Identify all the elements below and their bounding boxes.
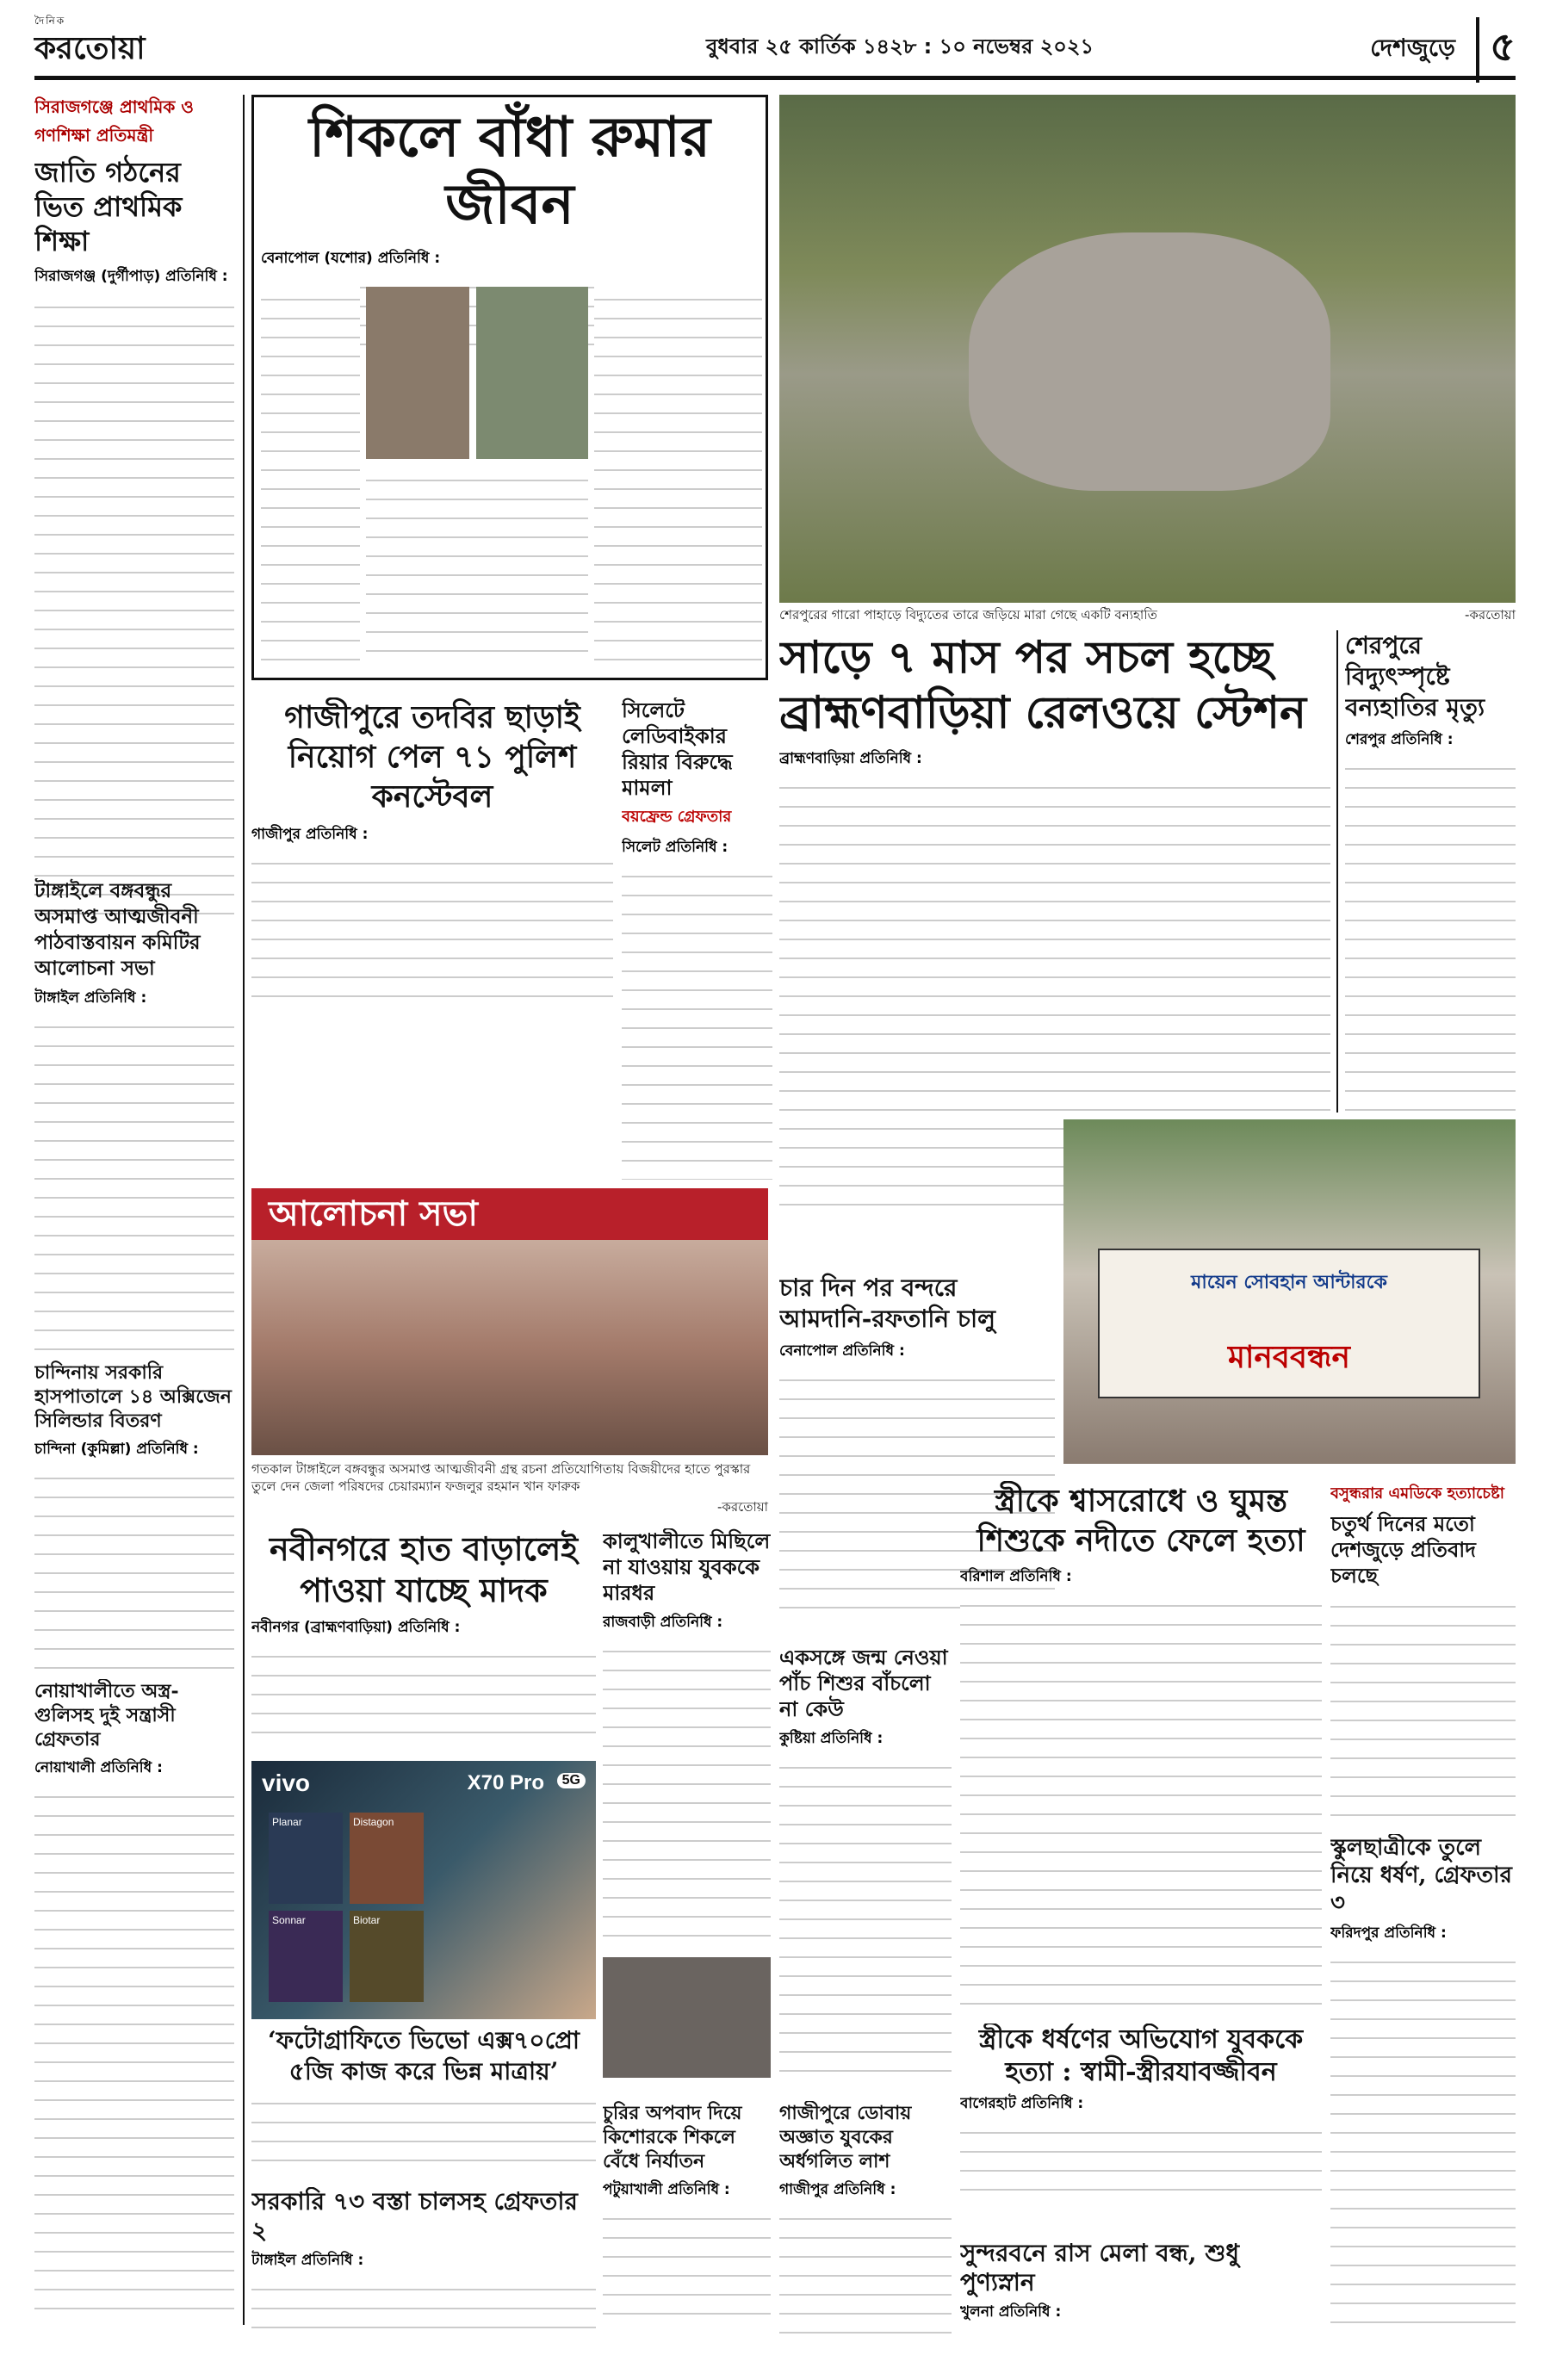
dateline: বুধবার ২৫ কার্তিক ১৪২৮ : ১০ নভেম্বর ২০২১ — [706, 34, 1094, 59]
byline: সিরাজগঞ্জ (দুর্গীপাড়) প্রতিনিধি : — [34, 268, 228, 285]
subheadline: বয়ফ্রেন্ড গ্রেফতার — [622, 808, 732, 826]
kicker: বসুন্ধরার এমডিকে হত্যাচেষ্টা — [1330, 1484, 1504, 1503]
body-text — [34, 1784, 234, 2318]
article-sirajganj — [34, 95, 234, 930]
photo-caption-elephant: শেরপুরের গারো পাহাড়ে বিদ্যুতের তারে জড়িয়ে মারা গেছে একটি বন্যহাতি — [779, 607, 1157, 623]
body-text — [960, 2328, 1322, 2334]
photo-ruma-1 — [366, 287, 469, 459]
vivo-ad[interactable] — [251, 1761, 596, 2019]
photo-caption-tangail: গতকাল টাঙ্গাইলে বঙ্গবন্ধুর অসমাপ্ত আত্মজীবনী গ্রন্থ রচনা প্রতিযোগিতায় বিজয়ীদের হাতে পুরস্কার তুলে দেন জেলা পরিষদের চেয়ারম্যান ফজলুর রহমান খান ফারুক — [251, 1461, 751, 1494]
article-faridpur — [1330, 1834, 1516, 2334]
body-text — [251, 851, 613, 1007]
byline: গাজীপুর প্রতিনিধি : — [779, 2181, 896, 2198]
body-text — [366, 468, 588, 666]
photo-elephant — [779, 95, 1516, 603]
masthead — [34, 9, 1516, 80]
headline: চুরির অপবাদ দিয়ে কিশোরকে শিকলে বেঁধে নির্যাতন — [603, 2102, 742, 2172]
headline: গাজীপুরে তদবির ছাড়াই নিয়োগ পেল ৭১ পুলিশ কনস্টেবল — [284, 699, 580, 815]
ad-tile: Sonnar — [269, 1911, 343, 2002]
article-barishal — [960, 1481, 1322, 2015]
article-gazipur-body — [779, 2101, 952, 2334]
body-text — [960, 1593, 1322, 2006]
headline: সিলেটে লেডিবাইকার রিয়ার বিরুদ্ধে মামলা — [622, 697, 733, 800]
photo-tangail-event — [251, 1188, 768, 1455]
protest-banner — [1098, 1249, 1480, 1398]
headline: চতুর্থ দিনের মতো দেশজুড়ে প্রতিবাদ চলছে — [1330, 1511, 1476, 1588]
headline: সরকারি ৭৩ বস্তা চালসহ গ্রেফতার ২ — [251, 2187, 578, 2245]
ad-tile: Distagon — [350, 1813, 424, 1904]
headline: সুন্দরবনে রাস মেলা বন্ধ, শুধু পুণ্যস্নান — [960, 2239, 1240, 2296]
photo-theft — [603, 1957, 771, 2078]
headline: স্কুলছাত্রীকে তুলে নিয়ে ধর্ষণ, গ্রেফতার ৩ — [1330, 1835, 1512, 1916]
headline: সাড়ে ৭ মাস পর সচল হচ্ছে ব্রাহ্মণবাড়িয়া রেলওয়ে স্টেশন — [779, 631, 1307, 739]
elephant-shape — [969, 232, 1330, 491]
photo-credit: -করতোয়া — [717, 1499, 768, 1515]
byline: ফরিদপুর প্রতিনিধি : — [1330, 1924, 1447, 1942]
article-kushtia — [779, 1645, 952, 2092]
article-rape-case — [960, 2024, 1322, 2230]
photo-credit: -করতোয়া — [1465, 607, 1516, 623]
photo-ruma-2 — [476, 287, 588, 459]
byline: টাঙ্গাইল প্রতিনিধি : — [251, 2252, 364, 2269]
article-sundarban — [960, 2239, 1322, 2334]
headline: নবীনগরে হাত বাড়ালেই পাওয়া যাচ্ছে মাদক — [269, 1529, 579, 1609]
byline: বেনাপোল (যশোর) প্রতিনিধি : — [261, 250, 441, 267]
ad-tile: Planar — [269, 1813, 343, 1904]
body-text — [622, 864, 772, 1180]
byline: নোয়াখালী প্রতিনিধি : — [34, 1759, 163, 1776]
headline: গাজীপুরে ডোবায় অজ্ঞাত যুবকের অর্ধগলিত লাশ — [779, 2102, 912, 2172]
byline: টাঙ্গাইল প্রতিনিধি : — [34, 989, 147, 1007]
headline: স্ত্রীকে ধর্ষণের অভিযোগ যুবককে হত্যা : স্বামী-স্ত্রীরযাবজ্জীবন — [978, 2024, 1304, 2087]
photo-protest — [1063, 1119, 1516, 1464]
article-noakhali — [34, 1679, 234, 2334]
byline: শেরপুর প্রতিনিধি : — [1345, 731, 1454, 748]
body-text — [34, 1466, 234, 1670]
byline: বরিশাল প্রতিনিধি : — [960, 1568, 1072, 1585]
body-text — [261, 287, 360, 666]
banner-name: মায়েন সোবহান আন্টারকে — [1191, 1272, 1387, 1293]
body-text — [251, 1644, 596, 1747]
byline: কুষ্টিয়া প্রতিনিধি : — [779, 1730, 884, 1747]
article-chandina — [34, 1360, 234, 1670]
section-name: দেশজুড়ে — [1370, 34, 1455, 62]
headline: একসঙ্গে জন্ম নেওয়া পাঁচ শিশুর বাঁচলো না কেউ — [779, 1645, 948, 1721]
headline: চান্দিনায় সরকারি হাসপাতালে ১৪ অক্সিজেন সিলিন্ডার বিতরণ — [34, 1361, 232, 1432]
event-banner: আলোচনা সভা — [251, 1188, 768, 1240]
byline: খুলনা প্রতিনিধি : — [960, 2303, 1062, 2321]
byline: নবীনগর (ব্রাহ্মণবাড়িয়া) প্রতিনিধি : — [251, 1619, 461, 1636]
byline: বেনাপোল প্রতিনিধি : — [779, 1342, 905, 1360]
article-theft — [603, 2101, 771, 2334]
article-bashundhara — [1330, 1481, 1516, 1825]
article-ruma — [251, 95, 768, 680]
logo-small-text: দৈনিক — [34, 15, 66, 27]
headline: টাঙ্গাইলে বঙ্গবন্ধুর অসমাপ্ত আত্মজীবনী পাঠবাস্তবায়ন কমিটির আলোচনা সভা — [34, 879, 201, 980]
headline: শেরপুরে বিদ্যুৎস্পৃষ্টে বন্যহাতির মৃত্যু — [1345, 631, 1485, 722]
headline: ‘ফটোগ্রাফিতে ভিভো এক্স৭০প্রো ৫জি কাজ করে ভিন্ন মাত্রায়’ — [268, 2026, 580, 2086]
logo-title: করতোয়া — [34, 30, 146, 66]
article-gazipur-police — [251, 697, 613, 1007]
body-text — [34, 294, 234, 930]
article-sylhet — [622, 697, 772, 1180]
body-text — [1345, 756, 1516, 1113]
kicker: সিরাজগঞ্জে প্রাথমিক ও গণশিক্ষা প্রতিমন্ত্রী — [34, 96, 195, 146]
byline: বাগেরহাট প্রতিনিধি : — [960, 2095, 1084, 2112]
ad-badge: 5G — [557, 1773, 586, 1788]
ad-tile: Biotar — [350, 1911, 424, 2002]
byline: রাজবাড়ী প্রতিনিধি : — [603, 1614, 723, 1631]
page-number: ৫ — [1476, 17, 1516, 83]
headline: শিকলে বাঁধা রুমার জীবন — [309, 105, 710, 237]
headline: নোয়াখালীতে অস্ত্র-গুলিসহ দুই সন্ত্রাসী গ্রেফতার — [34, 1680, 179, 1751]
byline: চান্দিনা (কুমিল্লা) প্রতিনিধি : — [34, 1441, 199, 1458]
body-text — [1330, 1949, 1516, 2334]
headline: স্ত্রীকে শ্বাসরোধে ও ঘুমন্ত শিশুকে নদীতে ফেলে হত্যা — [976, 1483, 1305, 1559]
ad-model: X70 Pro — [467, 1771, 544, 1794]
article-nabinagar — [251, 1528, 596, 1752]
article-vivo-story — [251, 2025, 596, 2180]
ad-brand: vivo — [262, 1770, 311, 1796]
body-text — [251, 2091, 596, 2168]
headline: জাতি গঠনের ভিত প্রাথমিক শিক্ষা — [34, 156, 183, 257]
body-text — [594, 287, 762, 666]
body-text — [251, 2277, 596, 2334]
body-text — [603, 2206, 771, 2327]
body-text — [603, 1639, 771, 1949]
byline: ব্রাহ্মণবাড়িয়া প্রতিনিধি : — [779, 750, 922, 767]
body-text — [779, 1755, 952, 2082]
headline: কালুখালীতে মিছিলে না যাওয়ায় যুবককে মারধর — [603, 1528, 771, 1605]
body-text — [1330, 1594, 1516, 1825]
article-kalukhali — [603, 1528, 771, 2097]
newspaper-logo — [34, 14, 146, 67]
body-text — [779, 2206, 952, 2334]
byline: পটুয়াখালী প্রতিনিধি : — [603, 2181, 730, 2198]
headline: চার দিন পর বন্দরে আমদানি-রফতানি চালু — [779, 1274, 995, 1333]
body-text — [34, 1014, 234, 1350]
banner-main: মানববন্ধন — [1228, 1340, 1350, 1375]
body-text — [960, 2120, 1322, 2206]
article-tangail — [34, 878, 234, 1352]
article-rice — [251, 2187, 596, 2334]
byline: সিলেট প্রতিনিধি : — [622, 839, 728, 856]
article-sherpur — [1345, 630, 1516, 1113]
byline: গাজীপুর প্রতিনিধি : — [251, 826, 369, 843]
ad-tiles — [269, 1813, 424, 2002]
